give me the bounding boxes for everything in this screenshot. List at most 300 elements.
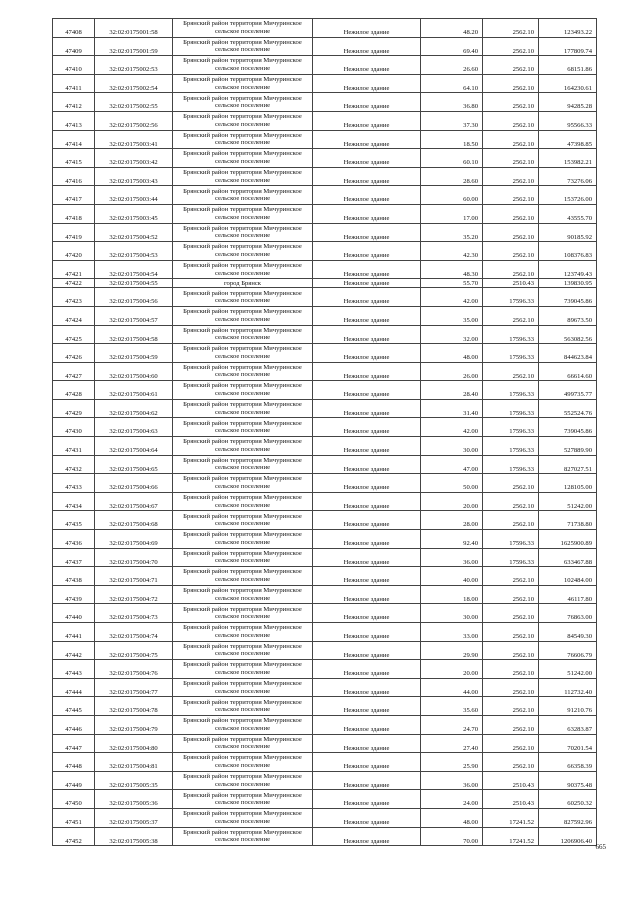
- table-row: [53, 56, 597, 75]
- rate-cell: 2562.10: [483, 678, 539, 697]
- cadastral-value-cell: 123493.22: [539, 19, 597, 38]
- cadastral-number-cell: 32:02:0175002:55: [95, 93, 173, 112]
- row-number-cell: 47420: [53, 242, 95, 261]
- location-cell: Брянский район территория Мичуринское сельское поселение: [173, 167, 313, 186]
- rate-cell: 2562.10: [483, 697, 539, 716]
- table-row: [53, 548, 597, 567]
- object-type-cell: Нежилое здание: [313, 111, 421, 130]
- location-cell: Брянский район территория Мичуринское сельское поселение: [173, 381, 313, 400]
- rate-cell: 2510.43: [483, 279, 539, 288]
- cadastral-value-cell: 89673.50: [539, 306, 597, 325]
- cadastral-value-cell: 68151.86: [539, 56, 597, 75]
- cadastral-value-cell: 90375.48: [539, 771, 597, 790]
- row-number-cell: 47410: [53, 56, 95, 75]
- cadastral-number-cell: 32:02:0175004:54: [95, 260, 173, 279]
- row-number-cell: 47440: [53, 604, 95, 623]
- table-row: [53, 678, 597, 697]
- location-cell: Брянский район территория Мичуринское сельское поселение: [173, 344, 313, 363]
- location-cell: Брянский район территория Мичуринское сельское поселение: [173, 715, 313, 734]
- cadastral-number-cell: 32:02:0175004:80: [95, 734, 173, 753]
- row-number-cell: 47436: [53, 530, 95, 549]
- table-row: [53, 697, 597, 716]
- table-row: [53, 567, 597, 586]
- area-cell: 18.00: [421, 585, 483, 604]
- row-number-cell: 47419: [53, 223, 95, 242]
- area-cell: 44.00: [421, 678, 483, 697]
- area-cell: 35.60: [421, 697, 483, 716]
- location-cell: Брянский район территория Мичуринское сельское поселение: [173, 362, 313, 381]
- cadastral-number-cell: 32:02:0175003:41: [95, 130, 173, 149]
- table-row: [53, 623, 597, 642]
- cadastral-number-cell: 32:02:0175004:58: [95, 325, 173, 344]
- rate-cell: 17596.33: [483, 325, 539, 344]
- area-cell: 18.50: [421, 130, 483, 149]
- cadastral-number-cell: 32:02:0175004:62: [95, 399, 173, 418]
- location-cell: город Брянск: [173, 279, 313, 288]
- rate-cell: 2562.10: [483, 660, 539, 679]
- location-cell: Брянский район территория Мичуринское сельское поселение: [173, 567, 313, 586]
- table-row: [53, 474, 597, 493]
- rate-cell: 17596.33: [483, 399, 539, 418]
- location-cell: Брянский район территория Мичуринское сельское поселение: [173, 37, 313, 56]
- area-cell: 64.10: [421, 74, 483, 93]
- table-row: [53, 288, 597, 307]
- row-number-cell: 47424: [53, 306, 95, 325]
- rate-cell: 17596.33: [483, 288, 539, 307]
- rate-cell: 2510.43: [483, 790, 539, 809]
- table-row: [53, 306, 597, 325]
- area-cell: 48.00: [421, 344, 483, 363]
- table-row: [53, 418, 597, 437]
- object-type-cell: Нежилое здание: [313, 242, 421, 261]
- area-cell: 25.90: [421, 753, 483, 772]
- area-cell: 30.00: [421, 437, 483, 456]
- cadastral-number-cell: 32:02:0175004:76: [95, 660, 173, 679]
- object-type-cell: Нежилое здание: [313, 306, 421, 325]
- location-cell: Брянский район территория Мичуринское сельское поселение: [173, 325, 313, 344]
- object-type-cell: Нежилое здание: [313, 37, 421, 56]
- area-cell: 33.00: [421, 623, 483, 642]
- location-cell: Брянский район территория Мичуринское сельское поселение: [173, 130, 313, 149]
- rate-cell: 2562.10: [483, 362, 539, 381]
- row-number-cell: 47428: [53, 381, 95, 400]
- location-cell: Брянский район территория Мичуринское сельское поселение: [173, 678, 313, 697]
- area-cell: 30.00: [421, 604, 483, 623]
- object-type-cell: Нежилое здание: [313, 548, 421, 567]
- location-cell: Брянский район территория Мичуринское сельское поселение: [173, 149, 313, 168]
- cadastral-number-cell: 32:02:0175004:75: [95, 641, 173, 660]
- location-cell: Брянский район территория Мичуринское сельское поселение: [173, 585, 313, 604]
- row-number-cell: 47412: [53, 93, 95, 112]
- row-number-cell: 47421: [53, 260, 95, 279]
- location-cell: Брянский район территория Мичуринское сельское поселение: [173, 771, 313, 790]
- cadastral-value-cell: 739045.86: [539, 418, 597, 437]
- object-type-cell: Нежилое здание: [313, 827, 421, 846]
- table-row: [53, 242, 597, 261]
- rate-cell: 17241.52: [483, 827, 539, 846]
- cadastral-value-cell: 94285.28: [539, 93, 597, 112]
- area-cell: 42.30: [421, 242, 483, 261]
- table-row: [53, 492, 597, 511]
- rate-cell: 17596.33: [483, 455, 539, 474]
- location-cell: Брянский район территория Мичуринское сельское поселение: [173, 753, 313, 772]
- area-cell: 26.00: [421, 362, 483, 381]
- cadastral-value-cell: 73276.06: [539, 167, 597, 186]
- row-number-cell: 47416: [53, 167, 95, 186]
- location-cell: Брянский район территория Мичуринское сельское поселение: [173, 734, 313, 753]
- cadastral-value-cell: 164230.61: [539, 74, 597, 93]
- cadastral-number-cell: 32:02:0175002:54: [95, 74, 173, 93]
- cadastral-value-cell: 633467.88: [539, 548, 597, 567]
- rate-cell: 2562.10: [483, 260, 539, 279]
- cadastral-value-cell: 108376.83: [539, 242, 597, 261]
- location-cell: Брянский район территория Мичуринское сельское поселение: [173, 306, 313, 325]
- object-type-cell: Нежилое здание: [313, 56, 421, 75]
- area-cell: 35.20: [421, 223, 483, 242]
- rate-cell: 2562.10: [483, 167, 539, 186]
- table-row: [53, 585, 597, 604]
- cadastral-number-cell: 32:02:0175004:53: [95, 242, 173, 261]
- row-number-cell: 47426: [53, 344, 95, 363]
- cadastral-value-cell: 51242.00: [539, 492, 597, 511]
- area-cell: 17.00: [421, 204, 483, 223]
- location-cell: Брянский район территория Мичуринское сельское поселение: [173, 204, 313, 223]
- cadastral-value-cell: 112732.40: [539, 678, 597, 697]
- object-type-cell: Нежилое здание: [313, 697, 421, 716]
- object-type-cell: Нежилое здание: [313, 790, 421, 809]
- cadastral-number-cell: 32:02:0175004:63: [95, 418, 173, 437]
- cadastral-number-cell: 32:02:0175001:59: [95, 37, 173, 56]
- object-type-cell: Нежилое здание: [313, 771, 421, 790]
- object-type-cell: Нежилое здание: [313, 660, 421, 679]
- cadastral-number-cell: 32:02:0175003:42: [95, 149, 173, 168]
- row-number-cell: 47411: [53, 74, 95, 93]
- area-cell: 40.00: [421, 567, 483, 586]
- location-cell: Брянский район территория Мичуринское сельское поселение: [173, 604, 313, 623]
- row-number-cell: 47414: [53, 130, 95, 149]
- cadastral-number-cell: 32:02:0175003:43: [95, 167, 173, 186]
- rate-cell: 2562.10: [483, 734, 539, 753]
- area-cell: 35.00: [421, 306, 483, 325]
- rate-cell: 2562.10: [483, 130, 539, 149]
- object-type-cell: Нежилое здание: [313, 74, 421, 93]
- cadastral-value-cell: 1625900.89: [539, 530, 597, 549]
- cadastral-value-cell: 844623.84: [539, 344, 597, 363]
- row-number-cell: 47444: [53, 678, 95, 697]
- table-row: [53, 74, 597, 93]
- cadastral-value-cell: 1206906.40: [539, 827, 597, 846]
- area-cell: 50.00: [421, 474, 483, 493]
- cadastral-number-cell: 32:02:0175001:58: [95, 19, 173, 38]
- rate-cell: 17596.33: [483, 437, 539, 456]
- row-number-cell: 47415: [53, 149, 95, 168]
- location-cell: Брянский район территория Мичуринское сельское поселение: [173, 641, 313, 660]
- row-number-cell: 47413: [53, 111, 95, 130]
- area-cell: 26.60: [421, 56, 483, 75]
- cadastral-value-cell: 153726.00: [539, 186, 597, 205]
- rate-cell: 2562.10: [483, 604, 539, 623]
- area-cell: 29.90: [421, 641, 483, 660]
- row-number-cell: 47409: [53, 37, 95, 56]
- location-cell: Брянский район территория Мичуринское сельское поселение: [173, 19, 313, 38]
- table-row: [53, 130, 597, 149]
- cadastral-value-cell: 46117.80: [539, 585, 597, 604]
- cadastral-number-cell: 32:02:0175004:65: [95, 455, 173, 474]
- cadastral-value-cell: 139830.95: [539, 279, 597, 288]
- object-type-cell: Нежилое здание: [313, 455, 421, 474]
- cadastral-value-cell: 71738.80: [539, 511, 597, 530]
- location-cell: Брянский район территория Мичуринское сельское поселение: [173, 548, 313, 567]
- cadastral-value-cell: 827592.96: [539, 808, 597, 827]
- cadastral-value-cell: 84549.30: [539, 623, 597, 642]
- cadastral-number-cell: 32:02:0175004:66: [95, 474, 173, 493]
- object-type-cell: Нежилое здание: [313, 325, 421, 344]
- location-cell: Брянский район территория Мичуринское сельское поселение: [173, 474, 313, 493]
- cadastral-number-cell: 32:02:0175004:78: [95, 697, 173, 716]
- rate-cell: 17241.52: [483, 808, 539, 827]
- area-cell: 48.20: [421, 19, 483, 38]
- location-cell: Брянский район территория Мичуринское сельское поселение: [173, 418, 313, 437]
- object-type-cell: Нежилое здание: [313, 399, 421, 418]
- cadastral-number-cell: 32:02:0175004:59: [95, 344, 173, 363]
- row-number-cell: 47435: [53, 511, 95, 530]
- object-type-cell: Нежилое здание: [313, 808, 421, 827]
- table-row: [53, 204, 597, 223]
- table-row: [53, 641, 597, 660]
- area-cell: 60.10: [421, 149, 483, 168]
- row-number-cell: 47434: [53, 492, 95, 511]
- area-cell: 69.40: [421, 37, 483, 56]
- cadastral-value-cell: 66614.60: [539, 362, 597, 381]
- area-cell: 36.80: [421, 93, 483, 112]
- row-number-cell: 47429: [53, 399, 95, 418]
- object-type-cell: Нежилое здание: [313, 19, 421, 38]
- location-cell: Брянский район территория Мичуринское сельское поселение: [173, 697, 313, 716]
- location-cell: Брянский район территория Мичуринское сельское поселение: [173, 223, 313, 242]
- row-number-cell: 47430: [53, 418, 95, 437]
- cadastral-number-cell: 32:02:0175004:55: [95, 279, 173, 288]
- object-type-cell: Нежилое здание: [313, 641, 421, 660]
- location-cell: Брянский район территория Мичуринское сельское поселение: [173, 111, 313, 130]
- cadastral-value-cell: 739045.86: [539, 288, 597, 307]
- cadastral-value-cell: 76863.00: [539, 604, 597, 623]
- row-number-cell: 47423: [53, 288, 95, 307]
- rate-cell: 2562.10: [483, 111, 539, 130]
- object-type-cell: Нежилое здание: [313, 186, 421, 205]
- cadastral-value-cell: 102484.00: [539, 567, 597, 586]
- table-row: [53, 381, 597, 400]
- area-cell: 24.70: [421, 715, 483, 734]
- row-number-cell: 47438: [53, 567, 95, 586]
- cadastral-value-cell: 177809.74: [539, 37, 597, 56]
- object-type-cell: Нежилое здание: [313, 167, 421, 186]
- rate-cell: 2562.10: [483, 511, 539, 530]
- table-body: [53, 19, 597, 846]
- object-type-cell: Нежилое здание: [313, 715, 421, 734]
- table-row: [53, 223, 597, 242]
- row-number-cell: 47442: [53, 641, 95, 660]
- cadastral-number-cell: 32:02:0175005:36: [95, 790, 173, 809]
- object-type-cell: Нежилое здание: [313, 567, 421, 586]
- object-type-cell: Нежилое здание: [313, 530, 421, 549]
- cadastral-value-cell: 90185.92: [539, 223, 597, 242]
- rate-cell: 2562.10: [483, 623, 539, 642]
- area-cell: 92.40: [421, 530, 483, 549]
- table-row: [53, 362, 597, 381]
- cadastral-number-cell: 32:02:0175004:70: [95, 548, 173, 567]
- object-type-cell: Нежилое здание: [313, 223, 421, 242]
- table-row: [53, 455, 597, 474]
- cadastral-value-cell: 123749.43: [539, 260, 597, 279]
- row-number-cell: 47422: [53, 279, 95, 288]
- row-number-cell: 47445: [53, 697, 95, 716]
- area-cell: 27.40: [421, 734, 483, 753]
- area-cell: 42.00: [421, 288, 483, 307]
- cadastral-number-cell: 32:02:0175005:38: [95, 827, 173, 846]
- cadastral-number-cell: 32:02:0175004:68: [95, 511, 173, 530]
- rate-cell: 17596.33: [483, 548, 539, 567]
- rate-cell: 2562.10: [483, 37, 539, 56]
- cadastral-number-cell: 32:02:0175004:81: [95, 753, 173, 772]
- location-cell: Брянский район территория Мичуринское сельское поселение: [173, 530, 313, 549]
- row-number-cell: 47408: [53, 19, 95, 38]
- table-row: [53, 808, 597, 827]
- location-cell: Брянский район территория Мичуринское сельское поселение: [173, 399, 313, 418]
- rate-cell: 2562.10: [483, 474, 539, 493]
- row-number-cell: 47439: [53, 585, 95, 604]
- location-cell: Брянский район территория Мичуринское сельское поселение: [173, 437, 313, 456]
- object-type-cell: Нежилое здание: [313, 288, 421, 307]
- rate-cell: 2562.10: [483, 753, 539, 772]
- cadastral-value-cell: 70201.54: [539, 734, 597, 753]
- table-row: [53, 734, 597, 753]
- row-number-cell: 47451: [53, 808, 95, 827]
- cadastral-number-cell: 32:02:0175004:69: [95, 530, 173, 549]
- cadastral-value-cell: 63283.87: [539, 715, 597, 734]
- cadastral-value-cell: 499735.77: [539, 381, 597, 400]
- location-cell: Брянский район территория Мичуринское сельское поселение: [173, 660, 313, 679]
- row-number-cell: 47427: [53, 362, 95, 381]
- object-type-cell: Нежилое здание: [313, 511, 421, 530]
- cadastral-value-cell: 527889.90: [539, 437, 597, 456]
- row-number-cell: 47433: [53, 474, 95, 493]
- cadastral-number-cell: 32:02:0175004:64: [95, 437, 173, 456]
- rate-cell: 17596.33: [483, 344, 539, 363]
- location-cell: Брянский район территория Мичуринское сельское поселение: [173, 93, 313, 112]
- area-cell: 32.00: [421, 325, 483, 344]
- object-type-cell: Нежилое здание: [313, 149, 421, 168]
- cadastral-number-cell: 32:02:0175002:53: [95, 56, 173, 75]
- table-row: [53, 399, 597, 418]
- area-cell: 47.00: [421, 455, 483, 474]
- table-row: [53, 660, 597, 679]
- cadastral-number-cell: 32:02:0175004:77: [95, 678, 173, 697]
- cadastral-value-cell: 95566.33: [539, 111, 597, 130]
- area-cell: 70.00: [421, 827, 483, 846]
- table-row: [53, 186, 597, 205]
- area-cell: 55.70: [421, 279, 483, 288]
- row-number-cell: 47432: [53, 455, 95, 474]
- area-cell: 42.00: [421, 418, 483, 437]
- rate-cell: 2562.10: [483, 93, 539, 112]
- table-row: [53, 260, 597, 279]
- table-row: [53, 325, 597, 344]
- cadastral-number-cell: 32:02:0175005:35: [95, 771, 173, 790]
- table-row: [53, 753, 597, 772]
- row-number-cell: 47448: [53, 753, 95, 772]
- object-type-cell: Нежилое здание: [313, 604, 421, 623]
- row-number-cell: 47431: [53, 437, 95, 456]
- cadastral-number-cell: 32:02:0175004:72: [95, 585, 173, 604]
- object-type-cell: Нежилое здание: [313, 492, 421, 511]
- cadastral-number-cell: 32:02:0175004:67: [95, 492, 173, 511]
- cadastral-number-cell: 32:02:0175004:61: [95, 381, 173, 400]
- cadastral-number-cell: 32:02:0175004:52: [95, 223, 173, 242]
- cadastral-number-cell: 32:02:0175004:60: [95, 362, 173, 381]
- cadastral-value-cell: 47398.85: [539, 130, 597, 149]
- rate-cell: 2562.10: [483, 204, 539, 223]
- row-number-cell: 47417: [53, 186, 95, 205]
- location-cell: Брянский район территория Мичуринское сельское поселение: [173, 790, 313, 809]
- area-cell: 36.00: [421, 771, 483, 790]
- area-cell: 48.00: [421, 808, 483, 827]
- location-cell: Брянский район территория Мичуринское сельское поселение: [173, 260, 313, 279]
- rate-cell: 2562.10: [483, 306, 539, 325]
- location-cell: Брянский район территория Мичуринское сельское поселение: [173, 242, 313, 261]
- row-number-cell: 47452: [53, 827, 95, 846]
- object-type-cell: Нежилое здание: [313, 623, 421, 642]
- area-cell: 60.00: [421, 186, 483, 205]
- rate-cell: 2562.10: [483, 149, 539, 168]
- cadastral-number-cell: 32:02:0175004:79: [95, 715, 173, 734]
- location-cell: Брянский район территория Мичуринское сельское поселение: [173, 288, 313, 307]
- table-row: [53, 93, 597, 112]
- table-row: [53, 279, 597, 288]
- location-cell: Брянский район территория Мичуринское сельское поселение: [173, 827, 313, 846]
- rate-cell: 17596.33: [483, 530, 539, 549]
- table-row: [53, 437, 597, 456]
- object-type-cell: Нежилое здание: [313, 678, 421, 697]
- rate-cell: 2562.10: [483, 585, 539, 604]
- row-number-cell: 47449: [53, 771, 95, 790]
- table-row: [53, 111, 597, 130]
- cadastral-number-cell: 32:02:0175003:45: [95, 204, 173, 223]
- table-row: [53, 167, 597, 186]
- row-number-cell: 47425: [53, 325, 95, 344]
- registry-table: [52, 18, 597, 846]
- object-type-cell: Нежилое здание: [313, 437, 421, 456]
- table-row: [53, 530, 597, 549]
- table-row: [53, 37, 597, 56]
- rate-cell: 2562.10: [483, 242, 539, 261]
- page-number: 665: [595, 843, 606, 851]
- area-cell: 36.00: [421, 548, 483, 567]
- table-row: [53, 604, 597, 623]
- table-row: [53, 790, 597, 809]
- cadastral-number-cell: 32:02:0175004:73: [95, 604, 173, 623]
- object-type-cell: Нежилое здание: [313, 734, 421, 753]
- rate-cell: 2562.10: [483, 19, 539, 38]
- location-cell: Брянский район территория Мичуринское сельское поселение: [173, 56, 313, 75]
- area-cell: 37.30: [421, 111, 483, 130]
- cadastral-number-cell: 32:02:0175004:57: [95, 306, 173, 325]
- object-type-cell: Нежилое здание: [313, 585, 421, 604]
- row-number-cell: 47443: [53, 660, 95, 679]
- table-row: [53, 149, 597, 168]
- object-type-cell: Нежилое здание: [313, 418, 421, 437]
- cadastral-value-cell: 128105.00: [539, 474, 597, 493]
- location-cell: Брянский район территория Мичуринское сельское поселение: [173, 186, 313, 205]
